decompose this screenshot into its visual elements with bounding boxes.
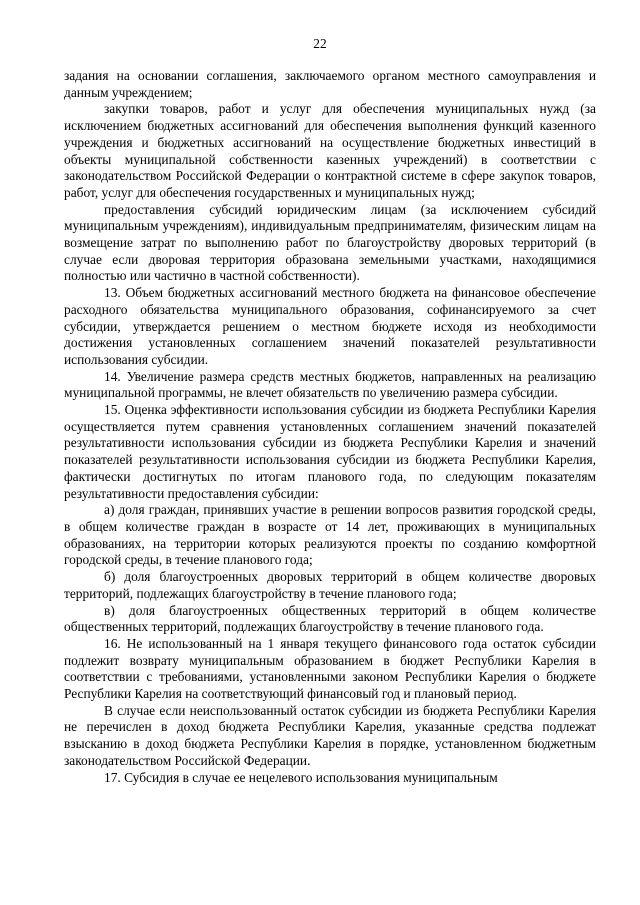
list-item: а) доля граждан, принявших участие в решении вопросов развития городской среды, в общем количестве граждан в возрасте от 14 лет, проживающих в муниципальных образованиях, на территории которых реализуются проекты по созданию комфортной городской среды, в течение планового года; xyxy=(64,502,596,568)
paragraph: 16. Не использованный на 1 января текущего финансового года остаток субсидии подлежит возврату муниципальным образованием в бюджет Республики Карелия в соответствии с требованиями, установленными законом Республики Карелия о бюджете Республики Карелия на соответствующий финансовый год и плановый период. xyxy=(64,635,596,702)
paragraph: 14. Увеличение размера средств местных бюджетов, направленных на реализацию муниципальной программы, не влечет обязательств по увеличению размера субсидии. xyxy=(64,368,596,401)
list-item: б) доля благоустроенных дворовых территорий в общем количестве дворовых территорий, подлежащих благоустройству в течение планового года; xyxy=(64,569,596,601)
list-item: в) доля благоустроенных общественных территорий в общем количестве общественных территорий, подлежащих благоустройству в течение планового года. xyxy=(64,602,596,635)
paragraph: закупки товаров, работ и услуг для обеспечения муниципальных нужд (за исключением бюджетных ассигнований для обеспечения выполнения функций казенного учреждения и бюджетных ассигнований на осуществление бюджетных инвестиций в объекты муниципальной собственности казенных учреждений) в соответствии с законодательством Российской Федерации о контрактной системе в сфере закупок товаров, работ, услуг для обеспечения государственных и муниципальных нужд; xyxy=(64,101,596,200)
paragraph: В случае если неиспользованный остаток субсидии из бюджета Республики Карелия не перечислен в доход бюджета Республики Карелия, указанные средства подлежат взысканию в доход бюджета Республики Карелия в порядке, установленном бюджетным законодательством Российской Федерации. xyxy=(64,702,596,768)
paragraph: предоставления субсидий юридическим лицам (за исключением субсидий муниципальным учреждениям), индивидуальным предпринимателям, физическим лицам на возмещение затрат по выполнению работ по благоустройству дворовых территорий (в случае если дворовая территория образована земельными участками, находящимися полностью или частично в частной собственности). xyxy=(64,201,596,284)
document-body xyxy=(64,68,596,786)
paragraph: 13. Объем бюджетных ассигнований местного бюджета на финансовое обеспечение расходного обязательства муниципального образования, софинансируемого за счет субсидии, утверждается решением о местном бюджете исходя из необходимости достижения установленных соглашением значений показателей результативности использования субсидии. xyxy=(64,285,596,367)
paragraph: задания на основании соглашения, заключаемого органом местного самоуправления и данным учреждением; xyxy=(64,68,596,100)
page-number: 22 xyxy=(313,36,327,51)
paragraph: 15. Оценка эффективности использования субсидии из бюджета Республики Карелия осуществляется путем сравнения установленных соглашением значений показателей результативности использования субсидии из бюджета Республики Карелия и значений показателей результативности использования субсидии из бюджета Республики Карелия, фактически достигнутых по итогам планового года, по следующим показателям результативности предоставления субсидии: xyxy=(64,402,596,501)
paragraph: 17. Субсидия в случае ее нецелевого использования муниципальным xyxy=(104,769,498,785)
